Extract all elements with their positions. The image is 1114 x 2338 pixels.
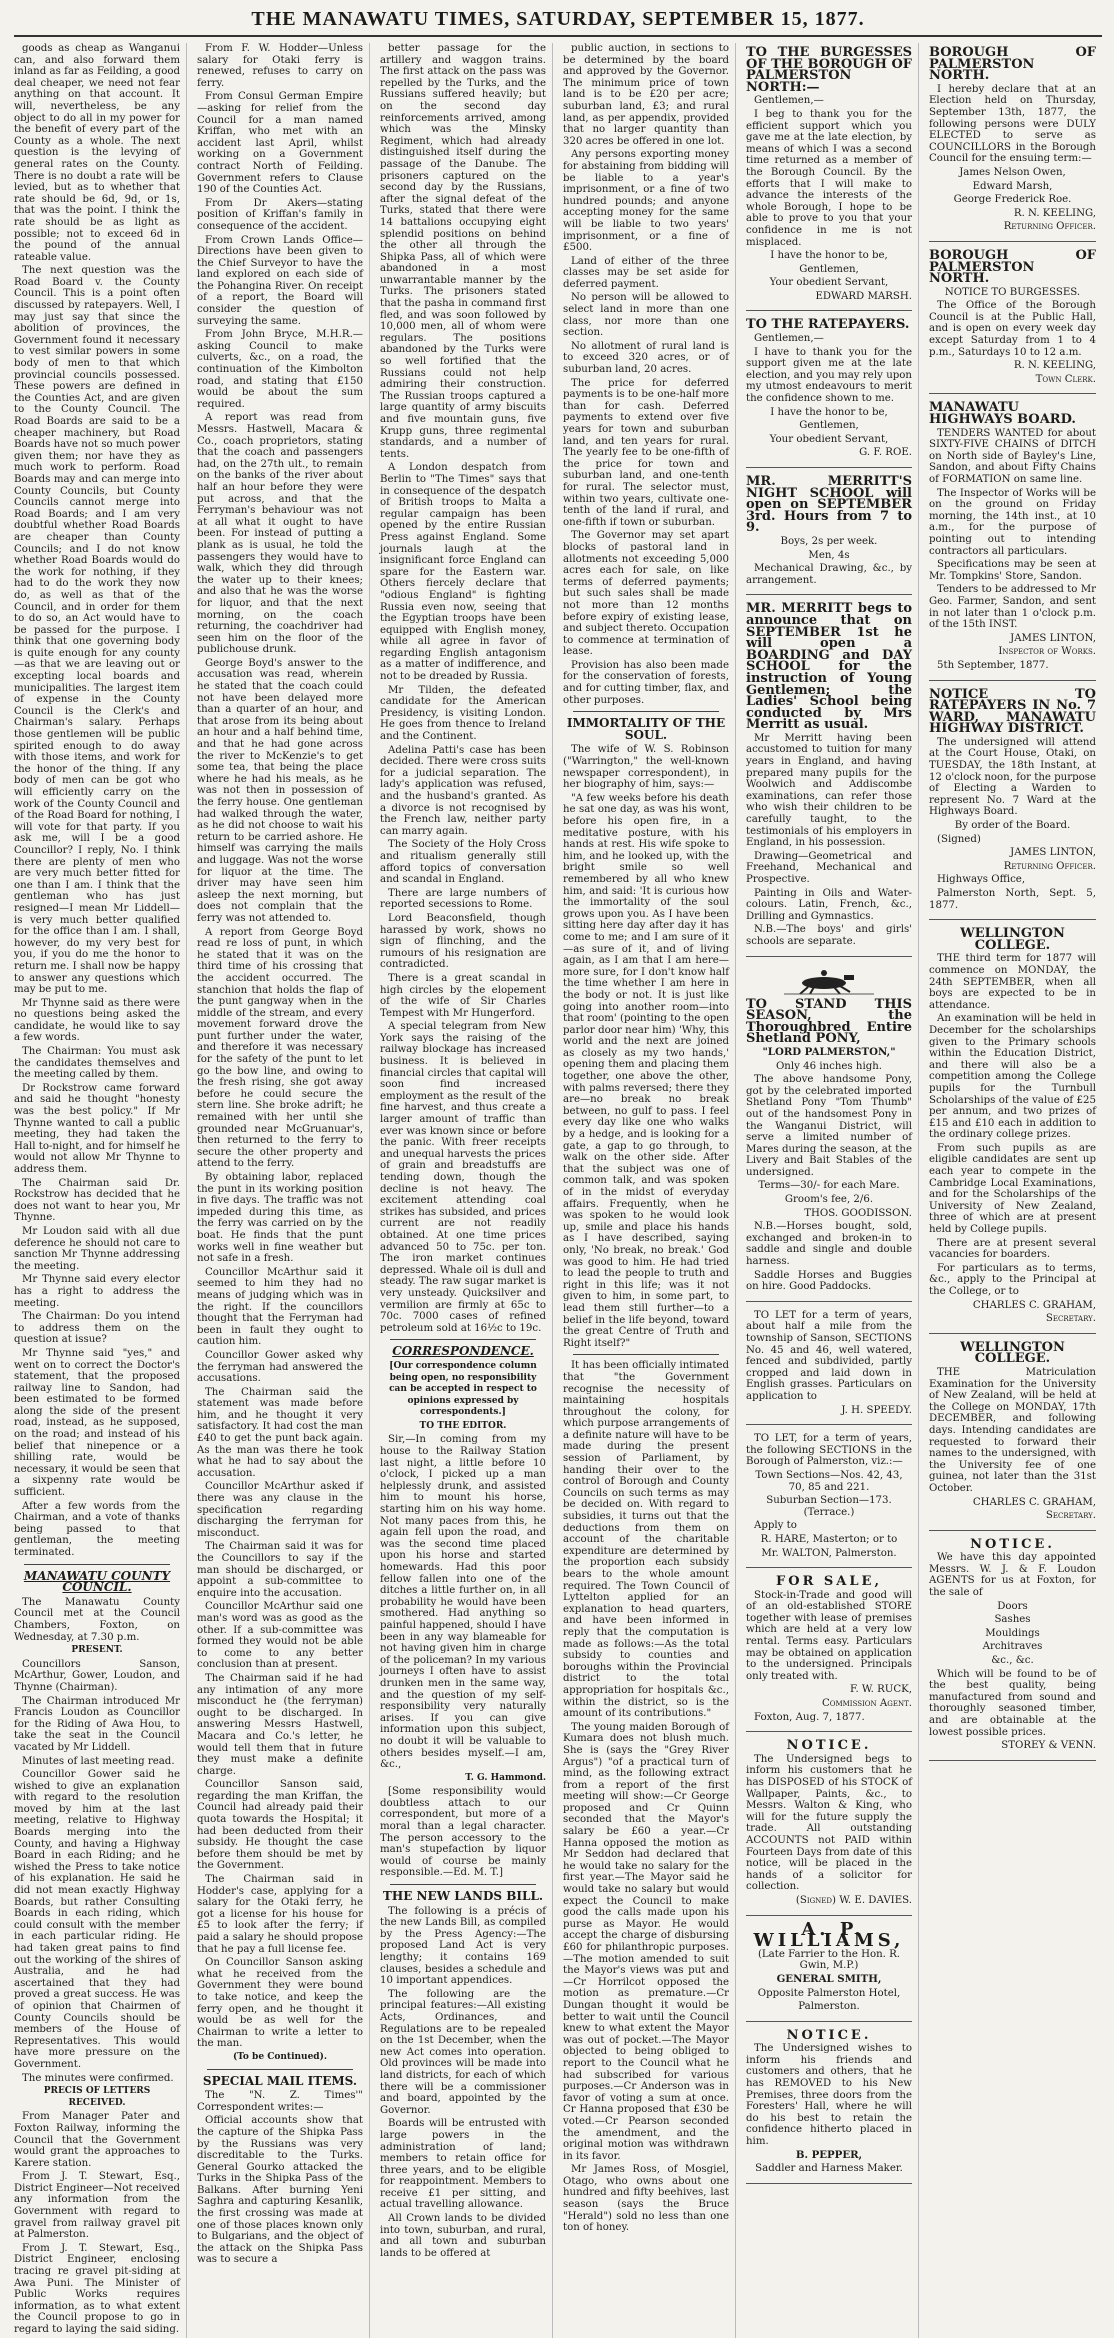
- advert-williams: [746, 1920, 912, 2022]
- advert-heading: WELLINGTON COLLEGE.: [960, 926, 1065, 953]
- paragraph: By obtaining labor, replaced the punt in its working position in five days. The traffic was not impeded during this time, as the ferry was carried on by the boat. He finds that the punt works well in fine weather but not safe in a fresh.: [197, 1172, 363, 1265]
- closing: I have the honor to be,: [770, 250, 888, 262]
- paragraph: Mr James Ross, of Mosgiel, Otago, who owns about one hundred and fifty beehives, last season (says the Bruce "Herald") sold no less than one ton of honey.: [563, 2164, 729, 2234]
- signature: B. PEPPER,: [795, 2148, 863, 2161]
- advert-heading: NOTICE.: [786, 1738, 872, 1754]
- paragraph: The Chairman: You must ask the candidates themselves and the meeting called by them.: [14, 1046, 180, 1081]
- advert-line: Groom's fee, 2/6.: [784, 1194, 874, 1206]
- divider: [390, 1339, 536, 1340]
- paragraph: Minutes of last meeting read.: [22, 1755, 175, 1767]
- advert-ward-notice: [929, 685, 1096, 921]
- signature: CHARLES C. GRAHAM,: [972, 1496, 1096, 1508]
- paragraph: The Chairman introduced Mr Francis Loudon as Councillor for the Riding of Awa Hou, to take the seat in the Council vacated by Mr Liddell.: [14, 1695, 180, 1753]
- paragraph: Mr Thynne said "yes," and went on to correct the Doctor's statement, that the proposed railway line to Sandon, had been estimated to be formed along the side of the present road, instead, as he supposed, on the road; and instead of his belief that ninepence or a shilling rate, would be necessary, it would be seen that a sixpenny rate would be sufficient.: [14, 1347, 180, 1499]
- paragraph: The Chairman said in Hodder's case, applying for a salary for the Otaki ferry, he got a license for his house for £5 to look after the ferry; if paid a salary he should propose that he pay a full license fee.: [197, 1874, 363, 1955]
- subheading: PRECIS OF LETTERS RECEIVED.: [43, 2086, 151, 2108]
- paragraph: The following is a précis of the new Lands Bill, as compiled by the Press Agency:—The proposed Land Act is very lengthy; it contains 169 clauses, besides a schedule and 10 important appendices.: [380, 1905, 546, 1987]
- paragraph: Councillor McArthur said it seemed to him they had no means of judging which was in the right. If the councillors thought that the Ferryman had been in fault they ought to caution him.: [197, 1266, 363, 1348]
- signature: CHARLES C. GRAHAM,: [972, 1299, 1096, 1311]
- advert-line: Edward Marsh,: [972, 180, 1053, 192]
- paragraph: There are large numbers of reported secessions to Rome.: [380, 887, 546, 911]
- paragraph: A special telegram from New York says the raising of the railway blockage has increased business. It is believed in financial circles that capital will soon find increased employment as the result of the fine harvest, and thus create a larger amount of traffic than ever was known since or before the panic. With freer receipts and unequal harvests the prices of grain and breadstuffs are tending down, though the decline is not heavy. The excitement attending coal strikes has subsided, and prices current are not readily obtained. At one time prices advanced 50 to 75c. per ton. The iron market continues depressed. Whale oil is dull and steady. The raw sugar market is very unsteady. Quicksilver and vermilion are firmly at 65c to 70c. 7000 cases of refined petroleum sold at 16½c to 19c.: [380, 1021, 546, 1334]
- advert-line: Painting in Oils and Water-colours. Latin, French, &c., Drilling and Gymnastics.: [746, 887, 912, 922]
- advert-line: James Nelson Owen,: [959, 166, 1066, 178]
- paragraph: Lord Beaconsfield, though harassed by work, shows no sign of flinching, and the rumours of his resignation are contradicted.: [380, 912, 546, 971]
- advert-line: Palmerston.: [798, 2001, 860, 2013]
- advert-heading: TO STAND THIS SEASON, the Thoroughbred Entire Shetland PONY,: [746, 996, 912, 1047]
- signature-role: Returning Officer.: [1003, 221, 1096, 233]
- advert-line: Apply to: [754, 1520, 797, 1532]
- section-heading: IMMORTALITY OF THE SOUL.: [566, 716, 726, 742]
- advert-night-school: [746, 472, 912, 595]
- advert-notice-davies: [746, 1736, 912, 1915]
- paragraph: The minutes were confirmed.: [22, 2072, 174, 2084]
- signature-role: Secretary.: [1045, 1313, 1096, 1325]
- divider: [24, 1564, 170, 1565]
- advert-line: Sashes: [994, 1614, 1031, 1626]
- paragraph: All Crown lands to be divided into town, suburban, and rural, and all town and suburban lands to be offered at: [380, 2213, 546, 2259]
- closing: Your obedient Servant,: [769, 277, 889, 289]
- paragraph: The Manawatu County Council met at the Council Chambers, Foxton, on Wednesday, at 7.30 p.m.: [14, 1596, 180, 1643]
- salutation: Gentlemen,—: [754, 333, 824, 345]
- advert-to-let-palmerston: [746, 1429, 912, 1568]
- paragraph: The Chairman said the statement was made before him, and he thought it very satisfactory. It had cost the man £40 to get the punt back again. As the man was there he took what he had to say about the accusation.: [197, 1386, 363, 1479]
- paragraph: Mr Tilden, the defeated candidate for the American Presidency, is visiting London. He goes from thence to Ireland and the Continent.: [380, 684, 546, 743]
- advert-subheading: NOTICE TO BURGESSES.: [944, 286, 1081, 298]
- advert-to-let-sanson: [746, 1306, 912, 1425]
- paragraph: The wife of W. S. Robinson ("Warrington," the well-known newspaper correspondent), in her biography of him, says:—: [563, 744, 729, 791]
- advert-heading: BOROUGH OF PALMERSTON NORTH.: [929, 45, 1096, 84]
- column-3: [380, 43, 553, 2338]
- advert-date: 5th September, 1877.: [937, 659, 1049, 671]
- paragraph: Provision has also been made for the conservation of forests, and for cutting timber, flax, and other purposes.: [563, 659, 729, 706]
- paragraph: The Chairman said it was for the Councillors to say if the man should be discharged, or appoint a sub-committee to enquire into the accusation.: [197, 1541, 363, 1599]
- paragraph: From Dr Akers—stating position of Kriffan's family in consequence of the accident.: [197, 197, 363, 232]
- paragraph: Adelina Patti's case has been decided. There were cross suits for a judicial separation. The lady's application was refused, and the husband's granted. As a divorce is not recognised by the French law, neither party can marry again.: [380, 744, 546, 837]
- advert-body: Mr Merritt having been accustomed to tuition for many years in England, and having prepared many pupils for the Woolwich and Addiscombe examinations, can refer those who wish their children to be carefully taught, to the testimonials of his employers in England, in his possession.: [746, 732, 912, 849]
- paragraph: It has been officially intimated that "the Government recognise the necessity of maintaining hospitals throughout the colony, for which purpose arrangements of a definite nature will have to be made during the present session of Parliament, by handing their over to the control of Borough and County Councils on such terms as may be decided on. With regard to subsidies, it turns out that the deductions from them on account of the charitable expenditure are determined by the proportion each subsidy bears to the whole amount required. The Town Council of Lyttelton applied for an explanation to head quarters, and have been informed in reply that the computation is made as follows:—As the total subsidy to counties and boroughs within the Provincial district to the total appropriation for hospitals &c., within the district, so is the amount of its contributions.": [563, 1360, 729, 1720]
- advert-line: Only 46 inches high.: [775, 1060, 883, 1072]
- advert-line: N.B.—Horses bought, sold, exchanged and broken-in to saddle and single and double harness.: [746, 1221, 912, 1268]
- advert-line: Architraves: [982, 1641, 1043, 1653]
- advert-line: Mouldings: [985, 1627, 1040, 1639]
- paragraph: On Councillor Sanson asking what he received from the Government they were bound to take notice, and keep the ferry open, and he thought it would be as well for the Chairman to write a letter to the man.: [197, 1957, 363, 2050]
- closing: Gentlemen,: [799, 263, 859, 275]
- advert-heading: MR. MERRITT'S NIGHT SCHOOL will open on SEPTEMBER 3rd. Hours from 7 to 9.: [746, 474, 912, 536]
- signature: STOREY & VENN.: [1001, 1740, 1096, 1752]
- advert-body: From such pupils as are eligible candidates are sent up each year to compete in the Cambridge Local Examinations, and for the Scholarships of the University of New Zealand, three of which are at present held by College pupils.: [929, 1142, 1096, 1236]
- paragraph: "A few weeks before his death he sat one day, as was his wont, before his open fire, in a meditative posture, with his hands at rest. His wife spoke to him, and he looked up, with the bright smile so well remembered by all who knew him, and said: 'It is curious how the immortality of the soul grows upon you. As I have been sitting here day after day it has come to me; and I am sure of it—as sure of it, and of living again, as I am that I am here—more sure, for I don't know half the time whether I am here in the body or not. It is just like going into another room—into that room' (pointing to the open parlor door near him) 'Why, this world and the next are joined as closely as my two hands,' opening them and placing them together, one above the other, with palms reversed; there they are—no break no break between, no gulf to pass. I feel every day like one who walks by a hedge, and is looking for a gate, a gap to go through, to walk on the other side. After that the subject was one of common talk, and was spoken of in the midst of everyday affairs. Frequently, when he was spoken to he would look up, smile and place his hands as I have described, saying only, 'No break, no break.' God was good to him. He had tried to lead the people to truth and right in this life; was it not given to him, in some part, to lead them still further—to a belief in the life beyond, toward the great Centre of Truth and Right itself?": [563, 792, 729, 1349]
- paragraph: Councillor McArthur asked if there was any clause in the specification regarding discharging the ferryman for misconduct.: [197, 1481, 363, 1539]
- advert-body: The Undersigned wishes to inform his friends and customers and others, that he has REMOVED to his New Premises, three doors from the Foresters' Hall, where he will do his best to retain the confidence hitherto placed in him.: [746, 2043, 912, 2148]
- paragraph: better passage for the artillery and waggon trains. The first attack on the pass was repelled by the Turks, and the Russians suffered heavily; but on the second day reinforcements arrived, among which was the Minsky Regiment, which had already distinguished itself during the passage of the Danube. The prisoners captured on the second day by the Russians, after the signal defeat of the Turks, stated that there were 14 battalions occupying eight splendid positions on behind the other all through the Shipka Pass, all of which were abandoned in a most unwarrantable manner by the Turks. The prisoners stated that the pasha in command first fled, and was soon followed by 10,000 men, all of whom were regulars. The positions abandoned by the Turks were so well fortified that the Russians could not help admiring their construction. The Russian troops captured a large quantity of army biscuits and five mountain guns, five Krupp guns, three regimental standards, and a number of tents.: [380, 43, 546, 460]
- divider: [573, 1354, 719, 1355]
- section-heading: MANAWATU COUNTY COUNCIL.: [23, 1568, 171, 1595]
- paragraph: From John Bryce, M.H.R.—asking Council to make culverts, &c., on a road, the continuation of the Kimbolton road, and stating that £150 would be about the sum required.: [197, 329, 363, 410]
- advert-heading: NOTICE.: [786, 2027, 872, 2043]
- masthead: THE MANAWATU TIMES, SATURDAY, SEPTEMBER 15, 1877.: [14, 8, 1102, 37]
- signature: EDWARD MARSH.: [815, 290, 912, 302]
- advert-line: Mr. WALTON, Palmerston.: [761, 1547, 897, 1559]
- advert-body: I beg to thank you for the efficient support which you gave me at the late election, by means of which I was a second time returned as a member of the Borough Council. By the efforts that I will make to advance the interests of the whole Borough, I hope to be able to prove to you that your confidence in me is not misplaced.: [746, 108, 912, 248]
- paragraph: After a few words from the Chairman, and a vote of thanks being passed to that gentleman, the meeting terminated.: [14, 1500, 180, 1558]
- paragraph: Mr Thynne said every elector has a right to address the meeting.: [14, 1274, 180, 1309]
- paragraph: There is a great scandal in high circles by the elopement of the wife of Sir Charles Tempest with Mr Hungerford.: [380, 972, 546, 1019]
- advert-body: Tenders to be addressed to Mr Geo. Farmer, Sandon, and sent in not later than 1 o'clock p.m. of the 15th INST.: [929, 584, 1096, 631]
- paragraph: Land of either of the three classes may be set aside for deferred payment.: [563, 255, 729, 290]
- subheading: TO THE EDITOR.: [419, 1420, 507, 1431]
- signature: R. N. KEELING,: [1013, 207, 1096, 219]
- signature-role: Town Clerk.: [1035, 373, 1096, 385]
- paragraph: The Society of the Holy Cross and ritualism generally still afford topics of conversation and scandal in England.: [380, 839, 546, 886]
- advert-notice-storey-venn: [929, 1535, 1096, 1761]
- advert-heading: MANAWATU HIGHWAYS BOARD.: [929, 400, 1076, 428]
- advert-line: N.B.—The boys' and girls' schools are separate.: [746, 924, 912, 947]
- paragraph: Mr Thynne said as there were no questions being asked the candidate, he would like to say a few words.: [14, 997, 180, 1044]
- columns: [14, 43, 1102, 2335]
- advert-line: GENERAL SMITH,: [776, 1972, 882, 1985]
- advert-line: Men, 4s: [808, 549, 850, 561]
- paragraph: Dr Rockstrow came forward and said he thought "honesty was the best policy." If Mr Thynne wanted to call a public meeting, they had taken the Hall to-night, and for himself he would not allow Mr Thynne to address them.: [14, 1082, 180, 1175]
- signature: THOS. GOODISSON.: [804, 1207, 912, 1219]
- advert-highways-board: [929, 398, 1096, 680]
- signature: G. F. ROE.: [859, 447, 912, 459]
- advert-line: Boys, 2s per week.: [780, 535, 878, 547]
- advert-body: Stock-in-Trade and good will of an old-established STORE together with lease of premises which are held at a very low rental. Terms easy. Particulars may be obtained on application to the undersigned. Principals only treated with.: [746, 1589, 912, 1682]
- advert-line: Mechanical Drawing, &c., by arrangement.: [746, 563, 912, 586]
- paragraph: The Chairman said if he had any intimation of any more misconduct he (the ferryman) ought to be discharged. In answering Messrs Hastwell, Macara and Co.'s letter, he would tell them that in future they must make a definite charge.: [197, 1672, 363, 1777]
- advert-line: Doors: [997, 1600, 1028, 1612]
- advert-body: THE Matriculation Examination for the University of New Zealand, will be held at the College on MONDAY, 17th DECEMBER, and following days. Intending candidates are requested to forward their names to the undersigned, with the University fee of one guinea, not later than the 31st October.: [929, 1366, 1096, 1494]
- advert-body: TENDERS WANTED for about SIXTY-FIVE CHAINS of DITCH on North side of Bayley's Line, Sandon, and about Fifty Chains of FORMATION on same line.: [929, 427, 1096, 485]
- section-heading: CORRESPONDENCE.: [392, 1344, 534, 1359]
- advert-body: I hereby declare that at an Election held on Thursday, September 13th, 1877, the following persons were DULY ELECTED to serve as COUNCILLORS in the Borough Council for the ensuing term:—: [929, 83, 1096, 165]
- paragraph: [Some responsibility would doubtless attach to our correspondent, but more of a moral than a legal character. The person accessory to the man's stupefaction by liquor would of course be mainly responsible.—Ed. M. T.]: [380, 1786, 546, 1879]
- advert-body: The undersigned will attend at the Court House, Otaki, on TUESDAY, the 18th Instant, at 12 o'clock noon, for the purpose of Electing a Warden to represent No. 7 Ward at the Highways Board.: [929, 736, 1097, 818]
- pony-name: "LORD PALMERSTON,": [762, 1045, 896, 1058]
- salutation: Gentlemen,—: [754, 95, 824, 107]
- advert-line: By order of the Board.: [954, 820, 1071, 832]
- advert-boarding-school: [746, 599, 912, 956]
- paragraph: Councillors Sanson, McArthur, Gower, Loudon, and Thynne (Chairman).: [14, 1658, 180, 1693]
- advert-line: R. HARE, Masterton; or to: [760, 1533, 898, 1545]
- signature-role: Returning Officer.: [1003, 860, 1096, 872]
- editor-note: [Our correspondence column being open, no responsibility can be accepted in respect to opinions expressed by correspondents.]: [389, 1360, 537, 1418]
- closing: Gentlemen,: [799, 420, 859, 432]
- advert-date: Foxton, Aug. 7, 1877.: [754, 1711, 865, 1723]
- advert-heading: WELLINGTON COLLEGE.: [960, 1339, 1065, 1367]
- paragraph: The Chairman said Dr. Rockstrow has decided that he does not want to hear you, Mr Thynne.: [14, 1177, 180, 1224]
- advert-line: George Frederick Roe.: [953, 194, 1072, 206]
- advert-line: Opposite Palmerston Hotel,: [757, 1987, 901, 1999]
- divider: [390, 1884, 536, 1885]
- advert-heading: TO THE RATEPAYERS.: [746, 317, 910, 333]
- advert-body: The above handsome Pony, got by the celebrated imported Shetland Pony "Tom Thumb" out of the handsomest Pony in the Wanganui District, will serve a limited number of Mares during the season, at the Livery and Bait Stables of the undersigned.: [746, 1074, 912, 1178]
- advert-line: Highways Office,: [937, 874, 1026, 886]
- paragraph: Councillor Sanson said, regarding the man Kriffan, the Council had already paid their quota towards the Hospital; it had been deducted from their subsidy. He thought the case before them should be met by the Government.: [197, 1779, 363, 1872]
- paragraph: The young maiden Borough of Kumara does not blush much. She is (says the "Grey River Argus") "of a practical turn of mind, as the following extract from a report of the first meeting will show:—Cr George proposed and Cr Quinn seconded that the Mayor's salary be £60 a year.—Cr Hanna opposed the motion as Mr Seddon had declared that he would take no salary for the first year.—The Mayor said he would take no salary but would expect the Council to make good the calls made upon his purse as Mayor. He would accept the charge of disbursing £60 for philanthropic purposes.—The motion amended to suit the Mayor's views was put and—Cr Horrilcot opposed the motion as premature.—Cr Dungan thought it would be better to wait until the Council knew to what extent the Mayor was out of pocket.—The Mayor objected to being obliged to report to the Council what he had subscribed for various purposes.—Cr Anderson was in favor of voting a sum at once. Cr Hanna proposed that £30 be voted.—Cr Pearson seconded the amendment, and the original motion was withdrawn in its favor.: [563, 1721, 729, 2162]
- signature: T. G. Hammond.: [465, 1772, 546, 1783]
- advert-body: Which will be found to be of the best quality, being manufactured from sound and thoroughly seasoned timber, and are obtainable at the lowest possible prices.: [929, 1668, 1096, 1738]
- paragraph: From F. W. Hodder—Unless salary for Otaki ferry is renewed, refuses to carry on ferry.: [197, 43, 363, 89]
- paragraph: Mr Loudon said with all due deference he should not care to sanction Mr Thynne addressing the meeting.: [14, 1225, 180, 1272]
- advert-body: THE third term for 1877 will commence on MONDAY, the 24th SEPTEMBER, when all boys are expected to be in attendance.: [929, 953, 1096, 1011]
- advert-date: Palmerston North, Sept. 5, 1877.: [929, 888, 1096, 911]
- advert-heading: FOR SALE,: [776, 1574, 882, 1590]
- advert-body: TO LET, for a term of years, the following SECTIONS in the Borough of Palmerston, viz.:—: [746, 1433, 912, 1468]
- signature: R. N. KEELING,: [1013, 360, 1096, 372]
- paragraph: public auction, in sections to be determined by the board and approved by the Governor. The minimum price of town land is to be £20 per acre; suburban land, £3; and rural land, as per appendix, provided that no larger quantity than 320 acres be offered in one lot.: [563, 43, 729, 147]
- advert-heading: BOROUGH OF PALMERSTON NORTH.: [929, 247, 1096, 287]
- advert-body: For particulars as to terms, &c., apply to the Principal at the College, or to: [929, 1262, 1096, 1297]
- subheading: PRESENT.: [71, 1645, 123, 1656]
- paragraph: The price for deferred payments is to be one-half more than for cash. Deferred payments to extend over five years for town and suburban land, and ten years for rural. The yearly fee to be one-fifth of the price for town and suburban land, and one-tenth for rural. The selector must, within two years, cultivate one-tenth of the land if rural, and one-fifth if town or suburban.: [563, 377, 729, 528]
- advert-line: Drawing—Geometrical and Freehand, Mechanical and Prospective.: [746, 850, 912, 885]
- signature: JAMES LINTON,: [1010, 847, 1096, 859]
- paragraph: George Boyd's answer to the accusation was read, wherein he stated that the coach could not have been delayed more than a quarter of an hour, and that arose from its being about an hour and a half behind time, and that he had gone across the river to McKenzie's to get some tea, that being the place where he had his meals, as he was not then in possession of the ferry house. One gentleman had walked through the water, as he did not choose to wait his return to be carried ashore. He himself was carrying the mails and luggage. Was not the worse for liquor at the time. The driver may have seen him asleep the next morning, but does not complain that the ferry was not attended to.: [197, 657, 363, 924]
- column-1: [14, 43, 187, 2338]
- advert-borough-notice: [929, 246, 1096, 395]
- paragraph: The Chairman: Do you intend to address them on the question at issue?: [14, 1311, 180, 1346]
- signature-role: Saddler and Harness Maker.: [755, 2163, 903, 2175]
- signature-role: Inspector of Works.: [998, 646, 1096, 658]
- paragraph: Official accounts show that the capture of the Shipka Pass by the Russians was very discreditable to the Turks. General Gourko attacked the Turks in the Shipka Pass of the Balkans. After burning Yeni Saghra and capturing Kesanlik, the first crossing was made at one of those places known only to Bulgarians, and the object of the attack on the Shipka Pass was to secure a: [197, 2115, 363, 2266]
- advert-body: There are at present several vacancies for boarders.: [929, 1237, 1096, 1261]
- advert-line: &c., &c.: [991, 1655, 1034, 1667]
- column-6: [929, 43, 1102, 2338]
- advert-line: (Late Farrier to the Hon. R. Gwin, M.P.): [757, 1948, 901, 1972]
- paragraph: Councillor Gower said he wished to give an explanation with regard to the resolution moved by him at the last meeting, relative to Highway Boards merging into the County, and having a Highway Board in each Riding; and he wished the Press to take notice of his explanation. He said he did not mean exactly Highway Boards, but rather Consulting Boards in each riding, which could consult with the member in each particular riding. He had taken great pains to find out the working of the shires of Australia, and he had ascertained that they had proved a great success. He was of opinion that Chairmen of County Councils should be members of the House of Representatives. This would have more pressure on the Government.: [14, 1769, 180, 2070]
- paragraph: Boards will be entrusted with large powers in the administration of land; members to retain office for three years, and to be eligible for reappointment. Members to receive £1 per sitting, and actual travelling allowance.: [380, 2118, 546, 2211]
- advert-body: TO LET for a term of years, about half a mile from the township of Sanson, SECTIONS No. 45 and 46, well watered, fenced and subdivided, partly cropped and laid down in English grasses. Particulars on application to: [746, 1309, 912, 1402]
- advert-body: The Inspector of Works will be on the ground on Friday morning, the 14th inst., at 10 a.m., for the purpose of pointing out to intending contractors all particulars.: [929, 487, 1096, 557]
- signature: JAMES LINTON,: [1010, 632, 1096, 644]
- advert-wellington-college-term: [929, 924, 1096, 1334]
- divider: [207, 2069, 353, 2070]
- paragraph: No person will be allowed to select land in more than one class, nor more than one section.: [563, 292, 729, 339]
- paragraph: The Governor may set apart blocks of pastoral land in allotments not exceeding 5,000 acres each for sale, on like terms of deferred payments; but such sales shall be made not more than 12 months before expiry of existing lease, and subject thereto. Occupation to commence at termination of lease.: [563, 530, 730, 658]
- advert-burgesses: [746, 43, 912, 311]
- advert-body: An examination will be held in December for the scholarships given to the Primary schools within the Education District, and there will also be a competition among the College pupils for the Turnbull Scholarships of the value of £25 per annum, and two prizes of £15 and £10 each in addition to the ordinary college prizes.: [929, 1013, 1096, 1141]
- column-4: [563, 43, 736, 2338]
- signature-role: Commission Agent.: [821, 1698, 912, 1710]
- paragraph: A London despatch from Berlin to "The Times" says that in consequence of the despatch of British troops to Malta a regular campaign has been opened by the entire Russian Press against England. Some journals laugh at the insignificant force England can spare for the Eastern war. Others fiercely declare that "odious England" is fighting Russia even now, seeing that the Egyptian troops have been equipped with English money, while all agree in favor of regarding English antagonism as a matter of indifference, and not to be dreaded by Russia.: [380, 462, 546, 683]
- advert-line: Town Sections—Nos. 42, 43, 70, 85 and 221.: [755, 1469, 903, 1493]
- signature: J. H. SPEEDY.: [841, 1404, 912, 1416]
- advert-body: The Office of the Borough Council is at the Public Hall, and is open on every week day except Saturday from 1 to 4 p.m., Saturdays 10 to 12 a.m.: [929, 300, 1096, 358]
- advert-pony: [746, 961, 912, 1302]
- paragraph: The next question was the Road Board v. the County Council. This is a point often discussed by ratepayers. Well, I may just say that since the abolition of provinces, the Government found it necessary to vest similar powers in some body of men to that which provincial councils possessed. These powers are defined in the Counties Act, and are given to the County Council. The Road Boards are said to be a cheaper machinery, but Road Boards have not so much power given them; nor have they as much work to perform. Road Boards may and can merge into County Councils, but County Councils cannot merge into Road Boards; and I am very doubtful whether Road Boards are cheaper than County Councils; and I do not know whether Road Boards would do the work for nothing, if they had to do the work they now do, as well as that of the Council, and in order for them to do so, an Act would have to be passed for the purpose. I think that one governing body is quite enough for any county—as that we are leaving out or excepting local boards and municipalities. The largest item of expense in the County Council is the Clerk's and Chairman's salary. Perhaps those gentlemen will be public spirited enough to do away with those items, and work for the honor of the thing. If any body of men can be got who will efficiently carry on the work of the County Council and of the Road Board for nothing, I will vote for that party. If you ask me, will I be a good Councillor? I reply, No. I think there are plenty of men who are very much better fitted for one than I am. I think that the gentleman who has just resigned—I mean Mr Liddell—is very much better qualified for the office than I am. I shall, however, do my very best for you, if you do me the honor to return me. I shall now be happy to answer any questions which may be put to me.: [14, 265, 180, 996]
- paragraph: Any persons exporting money for abstaining from bidding will be liable to a year's imprisonment, or a fine of two hundred pounds; and anyone accepting money for the same will be liable to two years' imprisonment, or a fine of £500.: [563, 149, 729, 254]
- continued-note: (To be Continued).: [233, 2051, 327, 2062]
- paragraph: Councillor McArthur said one man's word was as good as the other. If a sub-committee was formed they would not be able to come to any better conclusion than at present.: [197, 1601, 363, 1671]
- advert-line: (Signed): [937, 833, 981, 845]
- advert-line: Suburban Section—173. (Terrace.): [766, 1495, 892, 1518]
- advert-notice-pepper: [746, 2026, 912, 2184]
- advert-line: Terms—30/- for each Mare.: [758, 1180, 900, 1192]
- column-5: [746, 43, 919, 2338]
- signature-role: Secretary.: [1045, 1510, 1096, 1522]
- paragraph: goods as cheap as Wanganui can, and also forward them inland as far as Feilding, a good deal cheaper, we need not fear anything on that account. It will, nevertheless, be any object to do all in my power for the benefit of every part of the County as a whole. The next question is the levying of general rates on the County. There is no doubt a rate will be levied, but as to whether that rate should be 6d, 9d, or 1s, that was the point. I think the rate should be as light as possible; not to exceed 6d in the pound of the annual rateable value.: [14, 43, 180, 263]
- advert-heading: NOTICE.: [970, 1536, 1055, 1552]
- advert-heading: A. P. WILLIAMS,: [753, 1918, 905, 1952]
- horse-rider-icon: [774, 969, 884, 995]
- advert-body: Specifications may be seen at Mr. Tompkins' Store, Sandon.: [929, 559, 1096, 582]
- advert-heading: TO THE BURGESSES OF THE BOROUGH OF PALMERSTON NORTH:—: [746, 45, 912, 95]
- section-heading: THE NEW LANDS BILL.: [382, 1889, 544, 1904]
- paragraph: From Crown Lands Office—Directions have been given to the Chief Surveyor to have the land explored on each side of the Pohangina River. On receipt of a report, the Board will consider the question of surveying the same.: [197, 234, 363, 327]
- signature: F. W. RUCK,: [849, 1684, 912, 1696]
- section-heading: SPECIAL MAIL ITEMS.: [202, 2073, 358, 2088]
- signature: (Signed) W. E. DAVIES.: [795, 1894, 912, 1906]
- advert-body: I have to thank you for the support given me at the late election, and you may rely upon my utmost endeavours to merit the confidence shown to me.: [746, 346, 912, 405]
- advert-heading: MR. MERRITT begs to announce that on SEPTEMBER 1st he will open a BOARDING and DAY SCHOOL for the instruction of Young Gentlemen; the Ladies' School being conducted by Mrs Merritt as usual.: [746, 601, 912, 733]
- advert-line: Saddle Horses and Buggies on hire. Good Paddocks.: [746, 1269, 912, 1293]
- paragraph: From J. T. Stewart, Esq., District Engineer, enclosing tracing re gravel pit-siding at Awa Puni. The Minister of Public Works requires information, as to what extent the Council propose to go in regard to laying the said siding.: [14, 2242, 180, 2335]
- paragraph: From J. T. Stewart, Esq., District Engineer—Not received any information from the Government with regard to gravel from railway gravel pit at Palmerston.: [14, 2171, 180, 2241]
- paragraph: Councillor Gower asked why the ferryman had answered the accusations.: [197, 1349, 363, 1385]
- paragraph: From Consul German Empire—asking for relief from the Council for a man named Kriffan, who met with an accident last April, whilst working on a Government contract North of Feilding. Government refers to Clause 190 of the Counties Act.: [197, 91, 363, 196]
- paragraph: From Manager Pater and Foxton Railway, informing the Council that the Government would grant the approaches to Karere station.: [14, 2111, 180, 2169]
- closing: Your obedient Servant,: [769, 433, 889, 445]
- advert-wellington-college-matric: [929, 1338, 1096, 1531]
- advert-borough-election: [929, 43, 1096, 242]
- advert-for-sale: [746, 1572, 912, 1732]
- paragraph: The "N. Z. Times'" Correspondent writes:—: [197, 2090, 363, 2113]
- paragraph: No allotment of rural land is to exceed 320 acres, or of suburban land, 20 acres.: [563, 340, 729, 376]
- advert-body: The Undersigned begs to inform his customers that he has DISPOSED of his STOCK of Wallpaper, Paints, &c., to Messrs. Walton & King, who will for the future supply the trade. All outstanding ACCOUNTS not PAID within Fourteen Days from date of this notice, will be placed in the hands of a solicitor for collection.: [746, 1753, 912, 1893]
- paragraph: A report from George Boyd read re loss of punt, in which he stated that it was on the third time of his crossing that the accident occurred. The stanchion that holds the flap of the punt gangway when in the middle of the stream, and every movement forward drove the punt further under the water, and therefore it was necessary for the safety of the punt to let go the bow line, and owing to the fresh rising, she got away before he could secure the stern line. She broke adrift; he remained with her until she grounded near McGruanuar's, then returned to the ferry to secure the other property and attend to the ferry.: [197, 926, 363, 1170]
- divider: [573, 711, 719, 712]
- advert-body: We have this day appointed Messrs. W. J. & F. Loudon AGENTS for us at Foxton, for the sale of: [929, 1552, 1096, 1599]
- column-2: [197, 43, 370, 2338]
- paragraph: The following are the principal features:—All existing Acts, Ordinances, and Regulations are to be repealed on the 1st December, when the new Act comes into operation. Old provinces will be made into land districts, for each of which there will be a commissioner and board, appointed by the Governor.: [380, 1988, 546, 2116]
- advert-heading: NOTICE TO RATEPAYERS IN No. 7 WARD, MANAWATU HIGHWAY DISTRICT.: [929, 686, 1096, 737]
- paragraph: A report was read from Messrs. Hastwell, Macara & Co., coach proprietors, stating that the coach and passengers had, on the 27th ult., to remain on the banks of the river about half an hour before they were put across, and that the Ferryman's behaviour was not at all what it ought to have been. For instead of putting a plank as is usual, he told the passengers they would have to walk, which they did through the water up to their knees; and also that he was the worse for liquor, and that the next morning, on the coach returning, the coachdriver had seen him on the floor of the publichouse drunk.: [197, 412, 363, 656]
- closing: I have the honor to be,: [770, 406, 888, 418]
- advert-ratepayers: [746, 315, 912, 468]
- paragraph: Sir,—In coming from my house to the Railway Station last night, a little before 10 o'clock, I picked up a man helplessly drunk, and assisted him to mount his horse, starting him on his way home. Not many paces from this, he again fell upon the road, and was the second time placed upon his horse and started homewards. Had this poor fellow fallen into one of the ditches a little further on, in all probability he would have been smothered. Had anything so painful happened, should I have been in any way blameable for not having given him in charge of the policeman? In my various journeys I often have to assist drunken men in the same way, and the question of my self-responsibility very naturally arises. If you can give information upon this subject, no doubt it will be valuable to others besides myself.—I am, &c.,: [380, 1434, 546, 1771]
